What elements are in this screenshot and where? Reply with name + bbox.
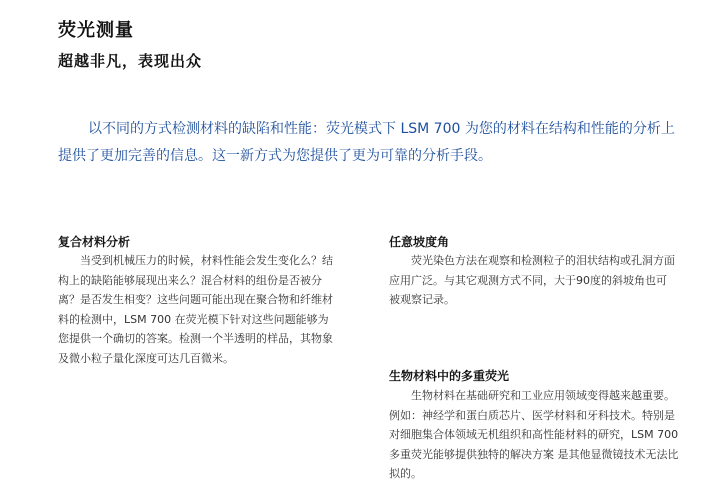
section-text-composite: 当受到机械压力的时候，材料性能会发生变化么？结构上的缺陷能够展现出来么？混合材料的组份是否被分离？是否发生相变？这些问题可能出现在聚合物和纤维材料的检测中，LSM 700 在荧光模下针对这些问题能够为您提供一个确切的答案。检测一个半透明的样品，其物象及微小粒子量化深度可达几百微米。: [58, 254, 333, 365]
section-text-angle: 荧光染色方法在观察和检测粒子的泪状结构或孔洞方面应用广泛。与其它观测方式不同，大于90度的斜坡角也可被观察记录。: [389, 254, 675, 306]
page-subtitle: 超越非凡，表现出众: [58, 52, 203, 70]
section-text-biomaterial: 生物材料在基础研究和工业应用领域变得越来越重要。例如：神经学和蛋白质芯片、医学材料和牙科技术。特别是对细胞集合体领域无机组织和高性能材料的研究，LSM 700 多重荧光能够提供独特的解决方案 是其他显微镜技术无法比拟的。: [389, 389, 679, 480]
section-heading-angle: 任意坡度角: [389, 235, 450, 249]
section-body-composite: [58, 251, 338, 368]
page-title: 荧光测量: [58, 20, 134, 41]
section-body-biomaterial: [389, 386, 679, 484]
intro-paragraph: [58, 116, 678, 170]
intro-text: 以不同的方式检测材料的缺陷和性能：荧光模式下 LSM 700 为您的材料在结构和性能的分析上提供了更加完善的信息。这一新方式为您提供了更为可靠的分析手段。: [58, 121, 675, 164]
section-heading-composite: 复合材料分析: [58, 235, 131, 249]
section-body-angle: [389, 251, 675, 310]
section-heading-biomaterial: 生物材料中的多重荧光: [389, 369, 510, 383]
